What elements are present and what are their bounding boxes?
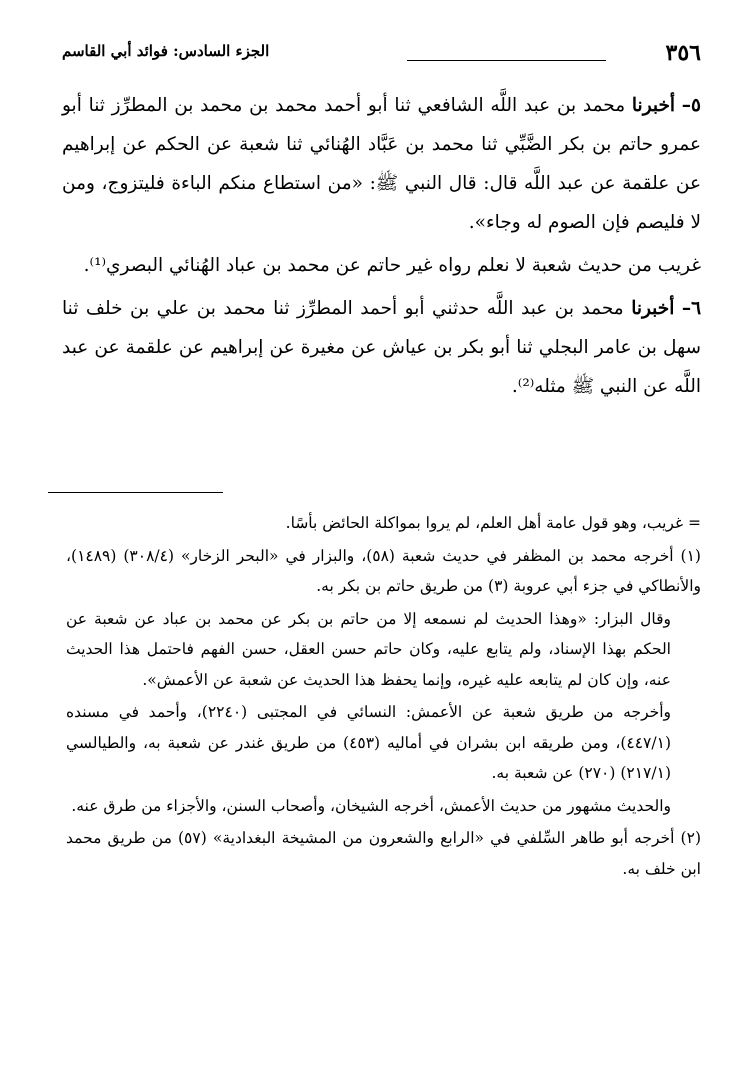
running-header bbox=[62, 38, 701, 68]
hadith-text: محمد بن عبد اللَّه الشافعي ثنا أبو أحمد محمد بن محمد بن المطرِّز ثنا أبو عمرو حاتم بن بكر الضَّبِّي ثنا محمد بن عَبَّاد الهُنائي ثنا شعبة عن الحكم عن إبراهيم عن علقمة عن عبد اللَّه قال: قال النبي ﷺ: «من استطاع منكم الباءة فليتزوج، ومن لا فليصم فإن الصوم له وجاء». bbox=[62, 95, 701, 233]
hadith-5 bbox=[62, 86, 701, 242]
hadith-lead-word: أخبرنا bbox=[631, 95, 676, 116]
hadith-6 bbox=[62, 289, 701, 406]
footnote-carryover: = غريب، وهو قول عامة أهل العلم، لم يروا بمواكلة الحائض بأسًا. bbox=[285, 514, 701, 532]
footnote-1-summary: والحديث مشهور من حديث الأعمش، أخرجه الشيخان، وأصحاب السنن، والأجزاء من طرق عنه. bbox=[71, 796, 671, 815]
main-text bbox=[62, 86, 701, 410]
footnotes bbox=[66, 508, 701, 886]
footnote-separator bbox=[48, 492, 223, 493]
hadith-5-comment: غريب من حديث شعبة لا نعلم رواه غير حاتم عن محمد بن عباد الهُنائي البصري⁽¹⁾. bbox=[83, 255, 701, 276]
page-number: ٣٥٦ bbox=[665, 40, 701, 66]
footnote-1: (١) أخرجه محمد بن المظفر في حديث شعبة (٥٨)، والبزار في «البحر الزخار» (٣٠٨/٤) (١٤٨٩)، والأنطاكي في جزء أبي عروبة (٣) من طريق حاتم بن بكر به. bbox=[66, 546, 701, 595]
footnote-1-other-routes: وأخرجه من طريق شعبة عن الأعمش: النسائي في المجتبى (٢٢٤٠)، وأحمد في مسنده (٤٤٧/١)، ومن طريقه ابن بشران في أماليه (٤٥٣) من طريق غندر عن شعبة به، والطيالسي (٢١٧/١) (٢٧٠) عن شعبة به. bbox=[66, 703, 671, 782]
hadith-lead-word: أخبرنا bbox=[631, 298, 675, 319]
hadith-number: ٦– bbox=[681, 298, 701, 319]
hadith-text: محمد بن عبد اللَّه حدثني أبو أحمد المطرِّز ثنا محمد بن علي بن خلف ثنا سهل بن عامر البجلي ثنا أبو بكر بن عياش عن مغيرة عن إبراهيم عن علقمة عن عبد اللَّه عن النبي ﷺ مثله⁽²⁾. bbox=[62, 298, 701, 397]
footnote-2: (٢) أخرجه أبو طاهر السِّلفي في «الرابع والشعرون من المشيخة البغدادية» (٥٧) من طريق محمد ابن خلف به. bbox=[66, 829, 701, 878]
footnote-1-bazzar-quote: وقال البزار: «وهذا الحديث لم نسمعه إلا من حاتم بن بكر عن محمد بن عباد عن شعبة عن الحكم بهذا الإسناد، ولم يتابع عليه، وكان حاتم حسن العقل، حسن الفهم فاحتمل هذا الحديث عنه، وإن كان لم يتابعه عليه غيره، وإنما يحفظ هذا الحديث عن شعبة عن الأعمش». bbox=[66, 609, 671, 689]
hadith-number: ٥– bbox=[681, 95, 701, 116]
running-title: الجزء السادس: فوائد أبي القاسم bbox=[62, 42, 270, 60]
header-rule bbox=[407, 60, 606, 61]
